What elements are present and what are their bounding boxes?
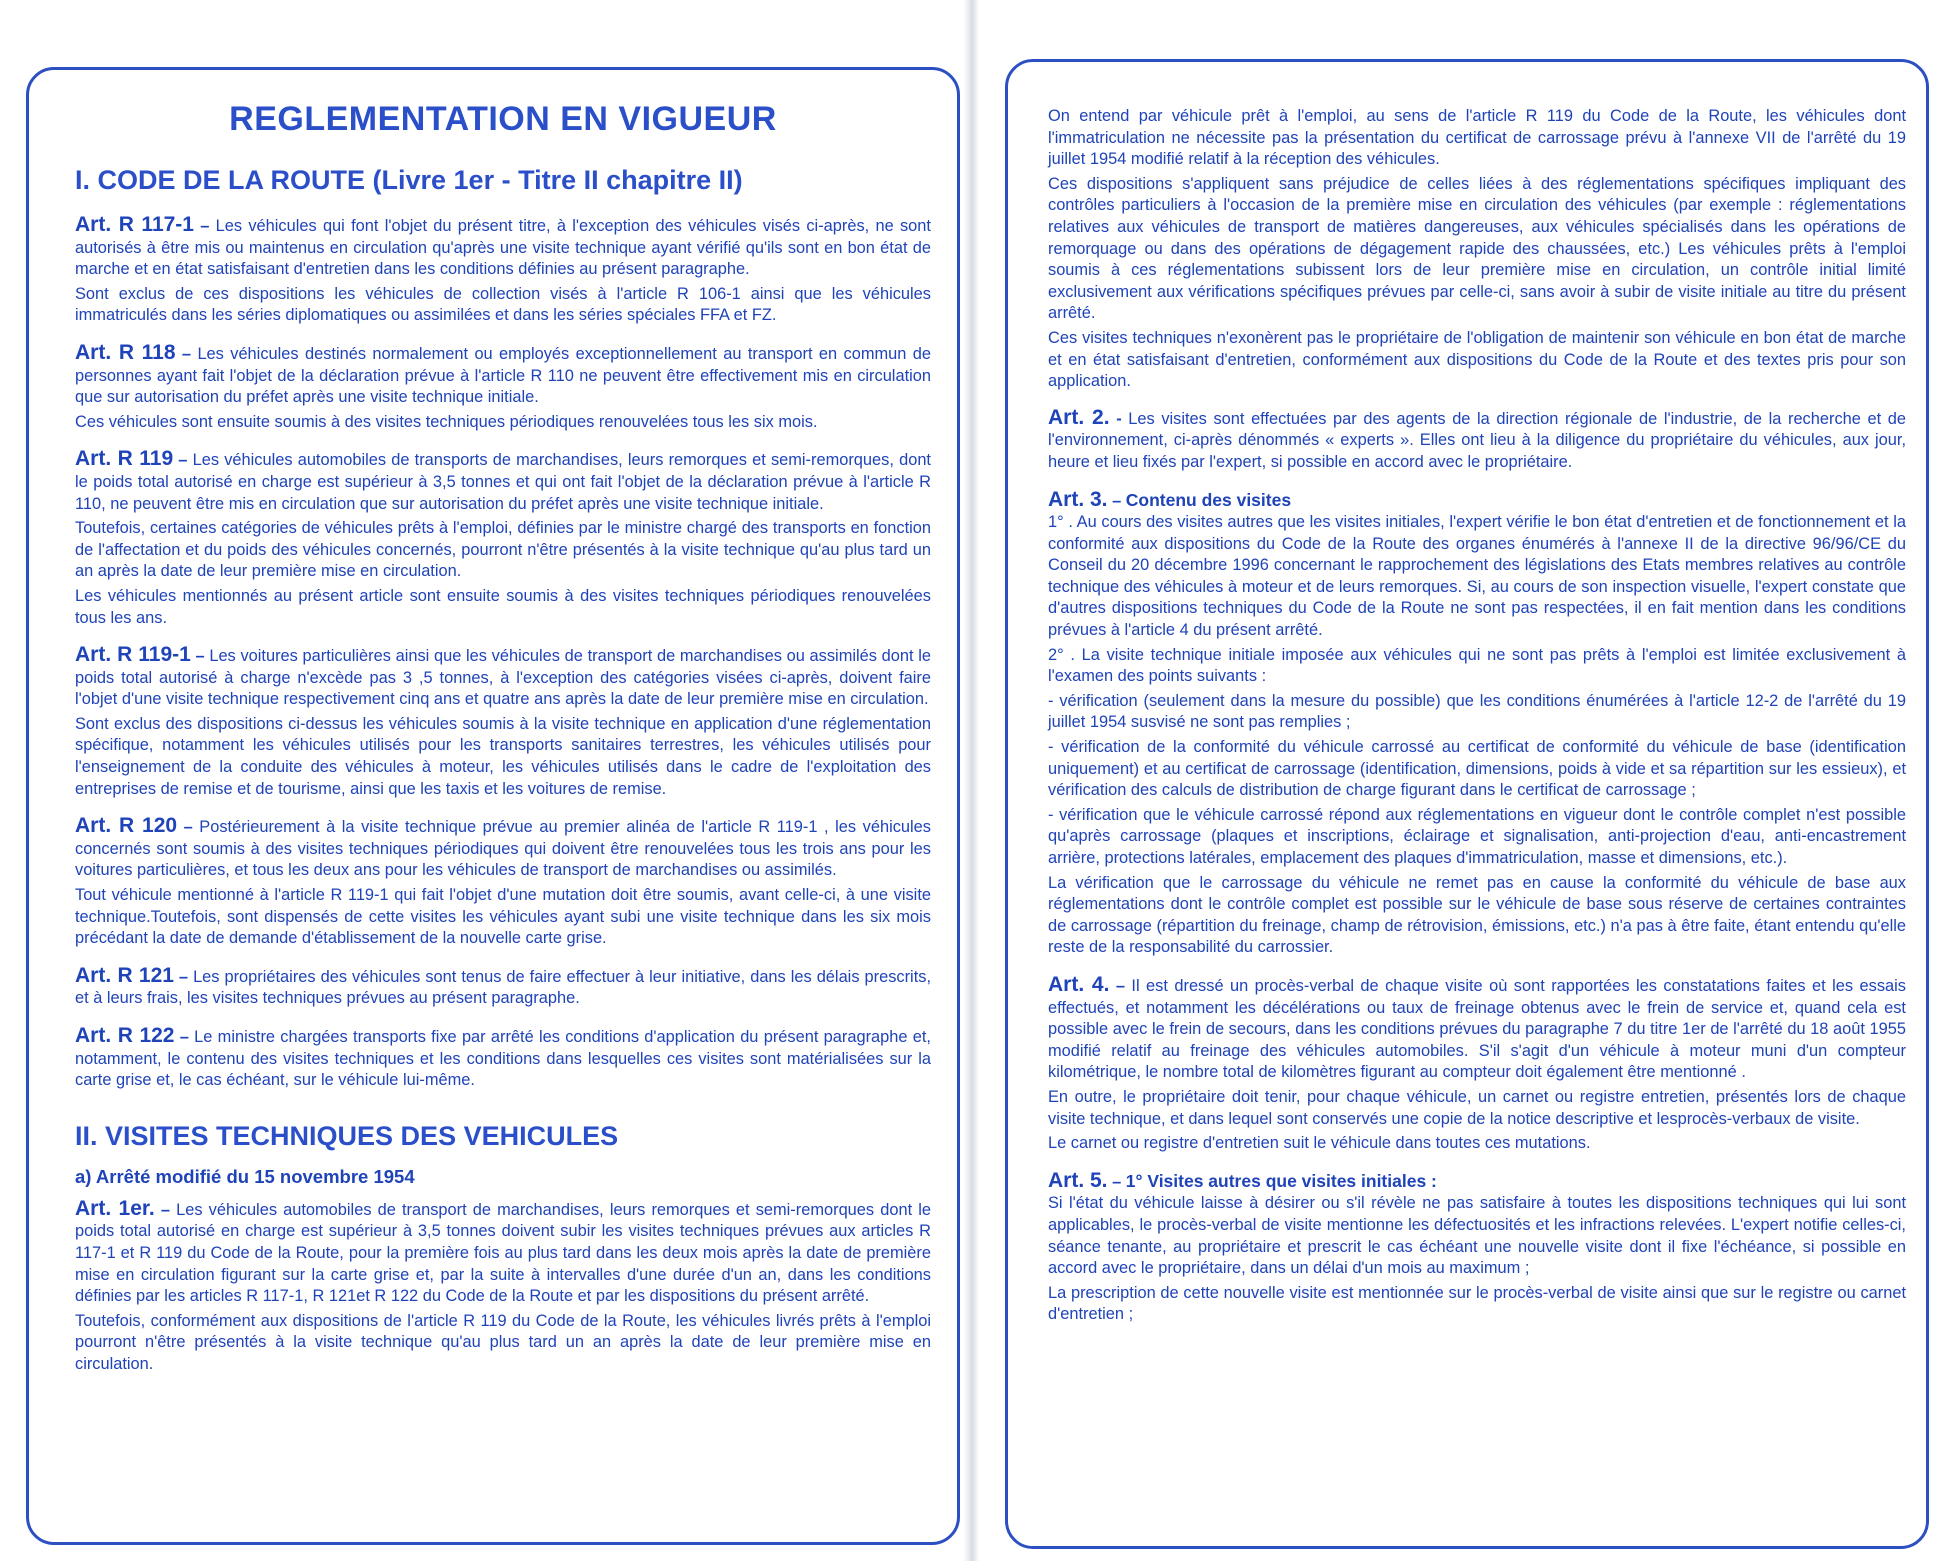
article-paragraph <box>75 448 931 515</box>
article <box>1048 489 1906 959</box>
article-paragraph <box>75 885 931 950</box>
article-separator: – <box>173 451 193 470</box>
article-title: Contenu des visites <box>1125 489 1292 510</box>
article-text: Les véhicules automobiles de transport de marchandises, leurs remorques et semi-remorques dont le poids total autorisé en charge est supérieur à 3,5 tonnes doivent subir les visites techniques prévues aux articles R 117-1 et R 119 du Code de la Route, pour la première fois au plus tard dans les deux mois après la date de première mise en circulation figurant sur la carte grise et, par la suite à intervalles d'une durée d'un an, dans les conditions définies par les articles R 117-1, R 121et R 122 du Code de la Route et par les dispositions du présent arrêté. <box>75 1200 932 1306</box>
left-articles <box>75 214 931 1092</box>
article-text: Toutefois, certaines catégories de véhicules prêts à l'emploi, définies par le ministre chargé des transports en fonction de l'affectation et du poids des véhicules concernés, pourront n'être présentés à la visite technique qu'au plus tard un an après la date de leur première mise en circulation. <box>75 519 931 581</box>
article-text: La prescription de cette nouvelle visite est mentionnée sur le procès-verbal de visite ainsi que sur le registre ou carnet d'entretien ; <box>1048 1283 1906 1324</box>
article <box>75 815 931 950</box>
article-number: Art. R 119 <box>75 447 174 471</box>
intro-paragraph: Ces visites techniques n'exonèrent pas le propriétaire de l'obligation de maintenir son véhicule en bon état de marche et en état satisfaisant d'entretien, conformément aux dispositions du Code de la Route et des textes pris pour son application. <box>1048 328 1906 391</box>
article-text: Tout véhicule mentionné à l'article R 119-1 qui fait l'objet d'une mutation doit être soumis, avant celle-ci, à une visite technique.Toutefois, sont dispensés de cette visites les véhicules ayant subi une visite technique dans les six mois précédant la date de demande d'établissement de la nouvelle carte grise. <box>75 886 931 948</box>
article-paragraph <box>1048 1133 1906 1155</box>
article-separator: – <box>175 344 198 363</box>
article-text: Les visites sont effectuées par des agents de la direction régionale de l'industrie, de la recherche et de l'environnement, ci-après dénommés « experts ». Elles ont lieu à la diligence du propriétaire du véhicules, aux jour, heure et lieu fixés par l'expert, si possible en accord avec le propriétaire. <box>1048 409 1907 471</box>
article-text: 2° . La visite technique initiale imposée aux véhicules qui ne sont pas prêts à l'emploi est limitée exclusivement à l'examen des points suivants : <box>1048 645 1906 686</box>
article-text: Les voitures particulières ainsi que les véhicules de transport de marchandises ou assimilés dont le poids total autorisé à charge n'excède pas 3 ,5 tonnes, à l'exception des catégories visées ci-après, doivent faire l'objet d'une visite technique respectivement cinq ans et quatre ans après la date de leur première mise en circulation. <box>75 647 931 709</box>
article-text: En outre, le propriétaire doit tenir, pour chaque véhicule, un carnet ou registre entretien, présentés lors de chaque visite technique, et dans lequel sont conservés une copie de la notice descriptive et lesprocès-verbaux de visite. <box>1048 1087 1906 1128</box>
article-number: Art. R 117-1 <box>75 213 194 236</box>
article-separator: – <box>177 818 200 837</box>
article-text: La vérification que le carrossage du véhicule ne remet pas en cause la conformité du véhicule de base aux réglementations dont le contrôle complet est possible sur le véhicule de base sous réserve de certaines contraintes de carrossage (répartition du freinage, champ de rétrovision, émissions, etc.) n'a pas à être faite, étant entendu qu'elle reste de la responsabilité du carrossier. <box>1048 873 1906 957</box>
article-paragraph <box>75 518 931 583</box>
article-title: 1° Visites autres que visites initiales : <box>1125 1170 1437 1191</box>
article-text: Les propriétaires des véhicules sont tenus de faire effectuer à leur initiative, dans les délais prescrits, et à leurs frais, les visites techniques prévues au présent paragraphe. <box>75 967 931 1008</box>
article-paragraph <box>75 412 931 434</box>
article-separator: – <box>1107 1172 1126 1191</box>
section-heading-visites-techniques: II. VISITES TECHNIQUES DES VEHICULES <box>75 1120 619 1151</box>
article-paragraph <box>1048 873 1906 959</box>
article-paragraph <box>1048 974 1906 1084</box>
article-separator: - <box>1109 409 1129 428</box>
article <box>75 1198 931 1376</box>
intro-paragraph: Ces dispositions s'appliquent sans préjudice de celles liées à des réglementations spécifiques impliquant des contrôles particuliers à l'occasion de la première mise en circulation des véhicules (par exemple : réglementations relatives aux véhicules de transport de matières dangereuses, aux véhicules spécialisés dans les opérations de remorquage ou dans des opérations de dégagement rapide des chaussées, etc.) Les véhicules prêts à l'emploi soumis à ces réglementations subissent lors de leur première mise en circulation, un contrôle initial limité exclusivement aux vérifications spécifiques prévues par celle-ci, sans avoir à subir de visite initiale au titre du présent arrêté. <box>1048 174 1906 323</box>
right-page <box>1005 59 1929 1549</box>
page-title: REGLEMENTATION EN VIGUEUR <box>229 100 777 138</box>
article-text: Sont exclus de ces dispositions les véhicules de collection visés à l'article R 106-1 ainsi que les véhicules immatriculés dans les séries diplomatiques ou assimilées et dans les séries spéciales FFA et FZ. <box>75 284 931 325</box>
article-paragraph <box>75 342 931 409</box>
article-text: - vérification que le véhicule carrossé répond aux réglementations en vigueur dont le contrôle complet n'est possible qu'après carrossage (plaques et inscriptions, éclairage et signalisation, anti-projection d'eau, anti-encastrement arrière, protections latérales, emplacement des plaques d'immatriculation, masse et dimensions, etc.). <box>1048 805 1906 867</box>
article-text: Il est dressé un procès-verbal de chaque visite où sont rapportées les constatations faites et les essais effectués, et notamment les décélérations ou taux de freinage obtenus avec le frein de service et, quand cela est possible avec le frein de secours, dans les conditions prévues du paragraphe 7 du titre 1er de l'arrêté du 18 août 1955 modifié relatif au freinage des véhicules automobiles. S'il s'agit d'un véhicule à moteur muni d'un compteur kilométrique, le nombre total de kilomètres figurant au compteur doit également être mentionné . <box>1048 976 1907 1082</box>
article-number: Art. R 119-1 <box>75 643 191 667</box>
article-text: - vérification (seulement dans la mesure du possible) que les conditions énumérées à l'article 12-2 de l'arrêté du 19 juillet 1954 susvisé ne sont pas remplies ; <box>1048 691 1906 732</box>
article <box>75 1025 931 1092</box>
article-paragraph <box>75 644 931 711</box>
article-text: Ces véhicules sont ensuite soumis à des visites techniques périodiques renouvelées tous les six mois. <box>75 412 818 431</box>
article-number: Art. 3. <box>1048 487 1108 511</box>
subheading-arrete: a) Arrêté modifié du 15 novembre 1954 <box>75 1165 415 1187</box>
right-articles <box>1048 407 1906 1326</box>
article-paragraph <box>1048 737 1906 802</box>
article-separator: – <box>174 1028 195 1046</box>
article-number: Art. 2. <box>1048 405 1110 429</box>
article-paragraph <box>1048 407 1906 474</box>
article-separator: – <box>1107 491 1126 510</box>
article-text: Les véhicules automobiles de transports de marchandises, leurs remorques et semi-remorques, dont le poids total autorisé en charge est supérieur à 3,5 tonnes et qui ont fait l'objet de la déclaration prévue à l'article R 110, ne peuvent être mis en circulation que sur autorisation du préfet après une visite technique initiale. <box>75 451 931 513</box>
article-paragraph <box>75 965 931 1010</box>
article-paragraph <box>75 1025 931 1092</box>
article-paragraph <box>75 1311 931 1376</box>
article-paragraph <box>75 214 931 281</box>
article-number: Art. 5. <box>1048 1168 1108 1192</box>
article-paragraph <box>75 1198 931 1308</box>
article-paragraph <box>1048 1170 1906 1280</box>
article-text: Les véhicules qui font l'objet du présent titre, à l'exception des véhicules visés ci-après, ne sont autorisés à être mis ou maintenus en circulation qu'après une visite technique ayant vérifié qu'ils sont en bon état de marche et en état satisfaisant d'entretien dans les conditions définies au présent paragraphe. <box>75 217 931 279</box>
article-paragraph <box>75 586 931 629</box>
article <box>1048 974 1906 1155</box>
article-text: 1° . Au cours des visites autres que les visites initiales, l'expert vérifie le bon état d'entretien et de fonctionnement et la conformité aux dispositions du Code de la Route des organes énumérés à l'annexe II de la directive 96/96/CE du Conseil du 20 décembre 1996 concernant le rapprochement des législations des Etats membres relatives au contrôle technique des véhicules à moteur et de leurs remorques. Si, au cours de son inspection visuelle, l'expert constate que d'autres dispositions techniques du Code de la Route ne sont pas respectées, il en fait mention dans les conditions prévues à l'article 4 du présent arrêté. <box>1048 513 1906 640</box>
article-text: - vérification de la conformité du véhicule carrossé au certificat de conformité du véhicule de base (identification uniquement) et au certificat de carrossage (identification, dimensions, poids à vide et sa répartition sur les essieux), et vérification des calculs de distribution de charge figurant dans le certificat de carrossage ; <box>1048 738 1906 800</box>
article-text: Toutefois, conformément aux dispositions de l'article R 119 du Code de la Route, les véhicules livrés prêts à l'emploi pourront n'être présentés à la visite technique qu'au plus tard un an après la date de leur première mise en circulation. <box>75 1311 931 1373</box>
article-text: Le carnet ou registre d'entretien suit le véhicule dans toutes ces mutations. <box>1048 1134 1591 1153</box>
article-text: Si l'état du véhicule laisse à désirer ou s'il révèle ne pas satisfaire à toutes les dispositions techniques qui lui sont applicables, le procès-verbal de visite mentionne les défectuosités et les infractions relevées. L'expert notifie celles-ci, séance tenante, au propriétaire et prescrit le cas échéant une nouvelle visite dont il fixe l'échéance, si possible en accord avec le propriétaire, dans un délai d'un mois au maximum ; <box>1048 1194 1906 1278</box>
article <box>75 342 931 433</box>
article-paragraph <box>1048 691 1906 734</box>
article <box>75 448 931 629</box>
left-articles-2 <box>75 1198 931 1376</box>
page-fold <box>963 0 979 1561</box>
article-number: Art. R 120 <box>75 814 178 838</box>
article-number: Art. R 118 <box>75 340 176 364</box>
article-paragraph <box>75 815 931 882</box>
article-paragraph <box>1048 489 1906 642</box>
intro-paragraph: On entend par véhicule prêt à l'emploi, au sens de l'article R 119 du Code de la Route, les véhicules dont l'immatriculation ne nécessite pas la présentation du certificat de carrossage prévu à l'annexe VII de l'arrêté du 19 juillet 1954 modifié relatif à la réception des véhicules. <box>1048 107 1906 169</box>
article-text: Les véhicules destinés normalement ou employés exceptionnellement au transport en commun de personnes ayant fait l'objet de la déclaration prévue à l'article R 110 ne peuvent être effectivement mis en circulation que sur autorisation du préfet après une visite technique initiale. <box>75 344 931 407</box>
article-number: Art. R 121 <box>75 963 174 987</box>
article-paragraph <box>75 714 931 800</box>
article-separator: – <box>193 217 216 235</box>
article-paragraph <box>1048 1283 1906 1326</box>
article <box>75 965 931 1010</box>
article-paragraph <box>1048 645 1906 688</box>
article-number: Art. 1er. <box>75 1196 155 1220</box>
article <box>75 214 931 327</box>
article-text: Postérieurement à la visite technique prévue au premier alinéa de l'article R 119-1 , les véhicules concernés sont soumis à des visites techniques périodiques qui doivent être renouvelées tous les trois ans pour les voitures particulières, et tous les deux ans pour les véhicules de transport de marchandises ou assimilés. <box>75 818 931 880</box>
article <box>1048 407 1906 474</box>
article-number: Art. R 122 <box>75 1024 175 1047</box>
article <box>75 644 931 800</box>
article-text: Sont exclus des dispositions ci-dessus les véhicules soumis à la visite technique en application d'une réglementation spécifique, notamment les véhicules utilisés pour les transports sanitaires terrestres, les véhicules utilisés pour l'enseignement de la conduite des véhicules à moteur, les véhicules utilisés dans le cadre de l'exploitation des entreprises de remise et de tourisme, ainsi que les taxis et les voitures de remise. <box>75 714 931 798</box>
article-separator: – <box>173 967 194 986</box>
section-heading-code-de-la-route: I. CODE DE LA ROUTE (Livre 1er - Titre II chapitre II) <box>75 165 743 195</box>
article-paragraph <box>1048 1087 1906 1130</box>
article-separator: – <box>190 647 210 666</box>
article-number: Art. 4. <box>1048 972 1110 996</box>
article-paragraph <box>75 284 931 327</box>
article-paragraph <box>1048 805 1906 870</box>
article-separator: – <box>1109 976 1132 995</box>
left-page <box>26 67 960 1545</box>
article-separator: – <box>154 1200 177 1219</box>
right-intro <box>1048 106 1906 393</box>
article <box>1048 1170 1906 1326</box>
article-text: Les véhicules mentionnés au présent article sont ensuite soumis à des visites techniques périodiques renouvelées tous les ans. <box>75 586 931 627</box>
article-text: Le ministre chargées transports fixe par arrêté les conditions d'application du présent paragraphe et, notamment, le contenu des visites techniques et les conditions dans lesquelles ces visites sont matérialisées sur la carte grise et, le cas échéant, sur le véhicule lui-même. <box>75 1028 931 1090</box>
